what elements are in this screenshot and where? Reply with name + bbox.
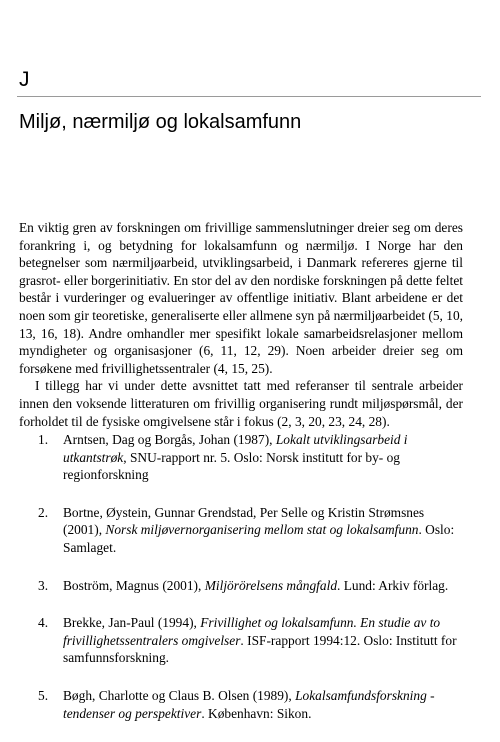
reference-number: 3. bbox=[38, 577, 49, 593]
reference-authors: Bortne, Øystein, Gunnar Grendstad, Per Selle og Kristin Strømsnes (2001), bbox=[63, 504, 425, 538]
reference-text bbox=[63, 431, 463, 484]
reference-title: Lokalt utviklingsarbeid i utkantstrøk bbox=[63, 432, 408, 465]
reference-item bbox=[19, 687, 463, 722]
reference-title: Miljörörelsens mångfald bbox=[204, 577, 338, 593]
reference-title: Lokalsamfundsforskning - tendenser og perspektiver bbox=[63, 687, 435, 721]
reference-item bbox=[19, 431, 463, 484]
reference-text bbox=[63, 577, 463, 595]
reference-number: 4. bbox=[38, 615, 49, 631]
reference-title: Frivillighet og lokalsamfunn. En studie av to frivillighetssentralers omgivelser bbox=[63, 615, 441, 648]
reference-publisher: . Lund: Arkiv förlag. bbox=[337, 577, 449, 593]
reference-text bbox=[63, 504, 463, 557]
reference-authors: Bøgh, Charlotte og Claus B. Olsen (1989), bbox=[63, 687, 296, 703]
reference-publisher: , SNU-rapport nr. 5. Oslo: Norsk institutt for by- og regionforskning bbox=[63, 449, 400, 483]
reference-publisher: . ISF-rapport 1994:12. Oslo: Institutt for samfunnsforskning. bbox=[63, 632, 457, 666]
reference-authors: Brekke, Jan-Paul (1994), bbox=[63, 615, 201, 631]
reference-item bbox=[19, 504, 463, 557]
reference-item bbox=[19, 614, 463, 667]
reference-list bbox=[19, 431, 463, 742]
chapter-letter: J bbox=[19, 68, 30, 91]
chapter-divider bbox=[17, 96, 481, 97]
reference-number: 1. bbox=[38, 432, 49, 447]
reference-publisher: . København: Sikon. bbox=[201, 705, 312, 721]
intro-text bbox=[19, 219, 463, 430]
intro-paragraph-1: En viktig gren av forskningen om frivillige sammenslutninger dreier seg om deres forankring i, og betydning for lokalsamfunn og nærmiljø. I Norge har den betegnelser som nærmiljøarbeid, utviklingsarbeid, i Danmark refereres gjerne til grasrot- eller borgerinitiativ. En stor del av den nordiske forskningen på dette feltet består i vurderinger og evalueringer av offentlige initiativ. Blant arbeidene er det noen som gir teoretiske, generaliserte eller allmene syn på nærmiljøarbeidet (5, 10, 13, 16, 18). Andre omhandler mer spesifikt lokale samarbeidsrelasjoner mellom myndigheter og organisasjoner (6, 11, 12, 29). Noen arbeider dreier seg om forsøkene med frivillighetssentraler (4, 15, 25). bbox=[19, 220, 463, 376]
intro-paragraph-2: I tillegg har vi under dette avsnittet tatt med referanser til sentrale arbeider innen den voksende litteraturen om frivillig organisering rundt miljøspørsmål, der forholdet til de fysiske omgivelsene står i fokus (2, 3, 20, 23, 24, 28). bbox=[19, 378, 463, 429]
reference-title: Norsk miljøvernorganisering mellom stat og lokalsamfunn bbox=[105, 522, 419, 538]
reference-publisher: . Oslo: Samlaget. bbox=[63, 522, 455, 555]
reference-authors: Arntsen, Dag og Borgås, Johan (1987), bbox=[63, 432, 276, 447]
reference-text bbox=[63, 614, 463, 667]
reference-authors: Boström, Magnus (2001), bbox=[63, 577, 205, 593]
reference-number: 2. bbox=[38, 504, 49, 520]
reference-number: 5. bbox=[38, 687, 49, 703]
reference-item bbox=[19, 577, 463, 595]
reference-text bbox=[63, 687, 463, 722]
chapter-title: Miljø, nærmiljø og lokalsamfunn bbox=[19, 111, 302, 133]
